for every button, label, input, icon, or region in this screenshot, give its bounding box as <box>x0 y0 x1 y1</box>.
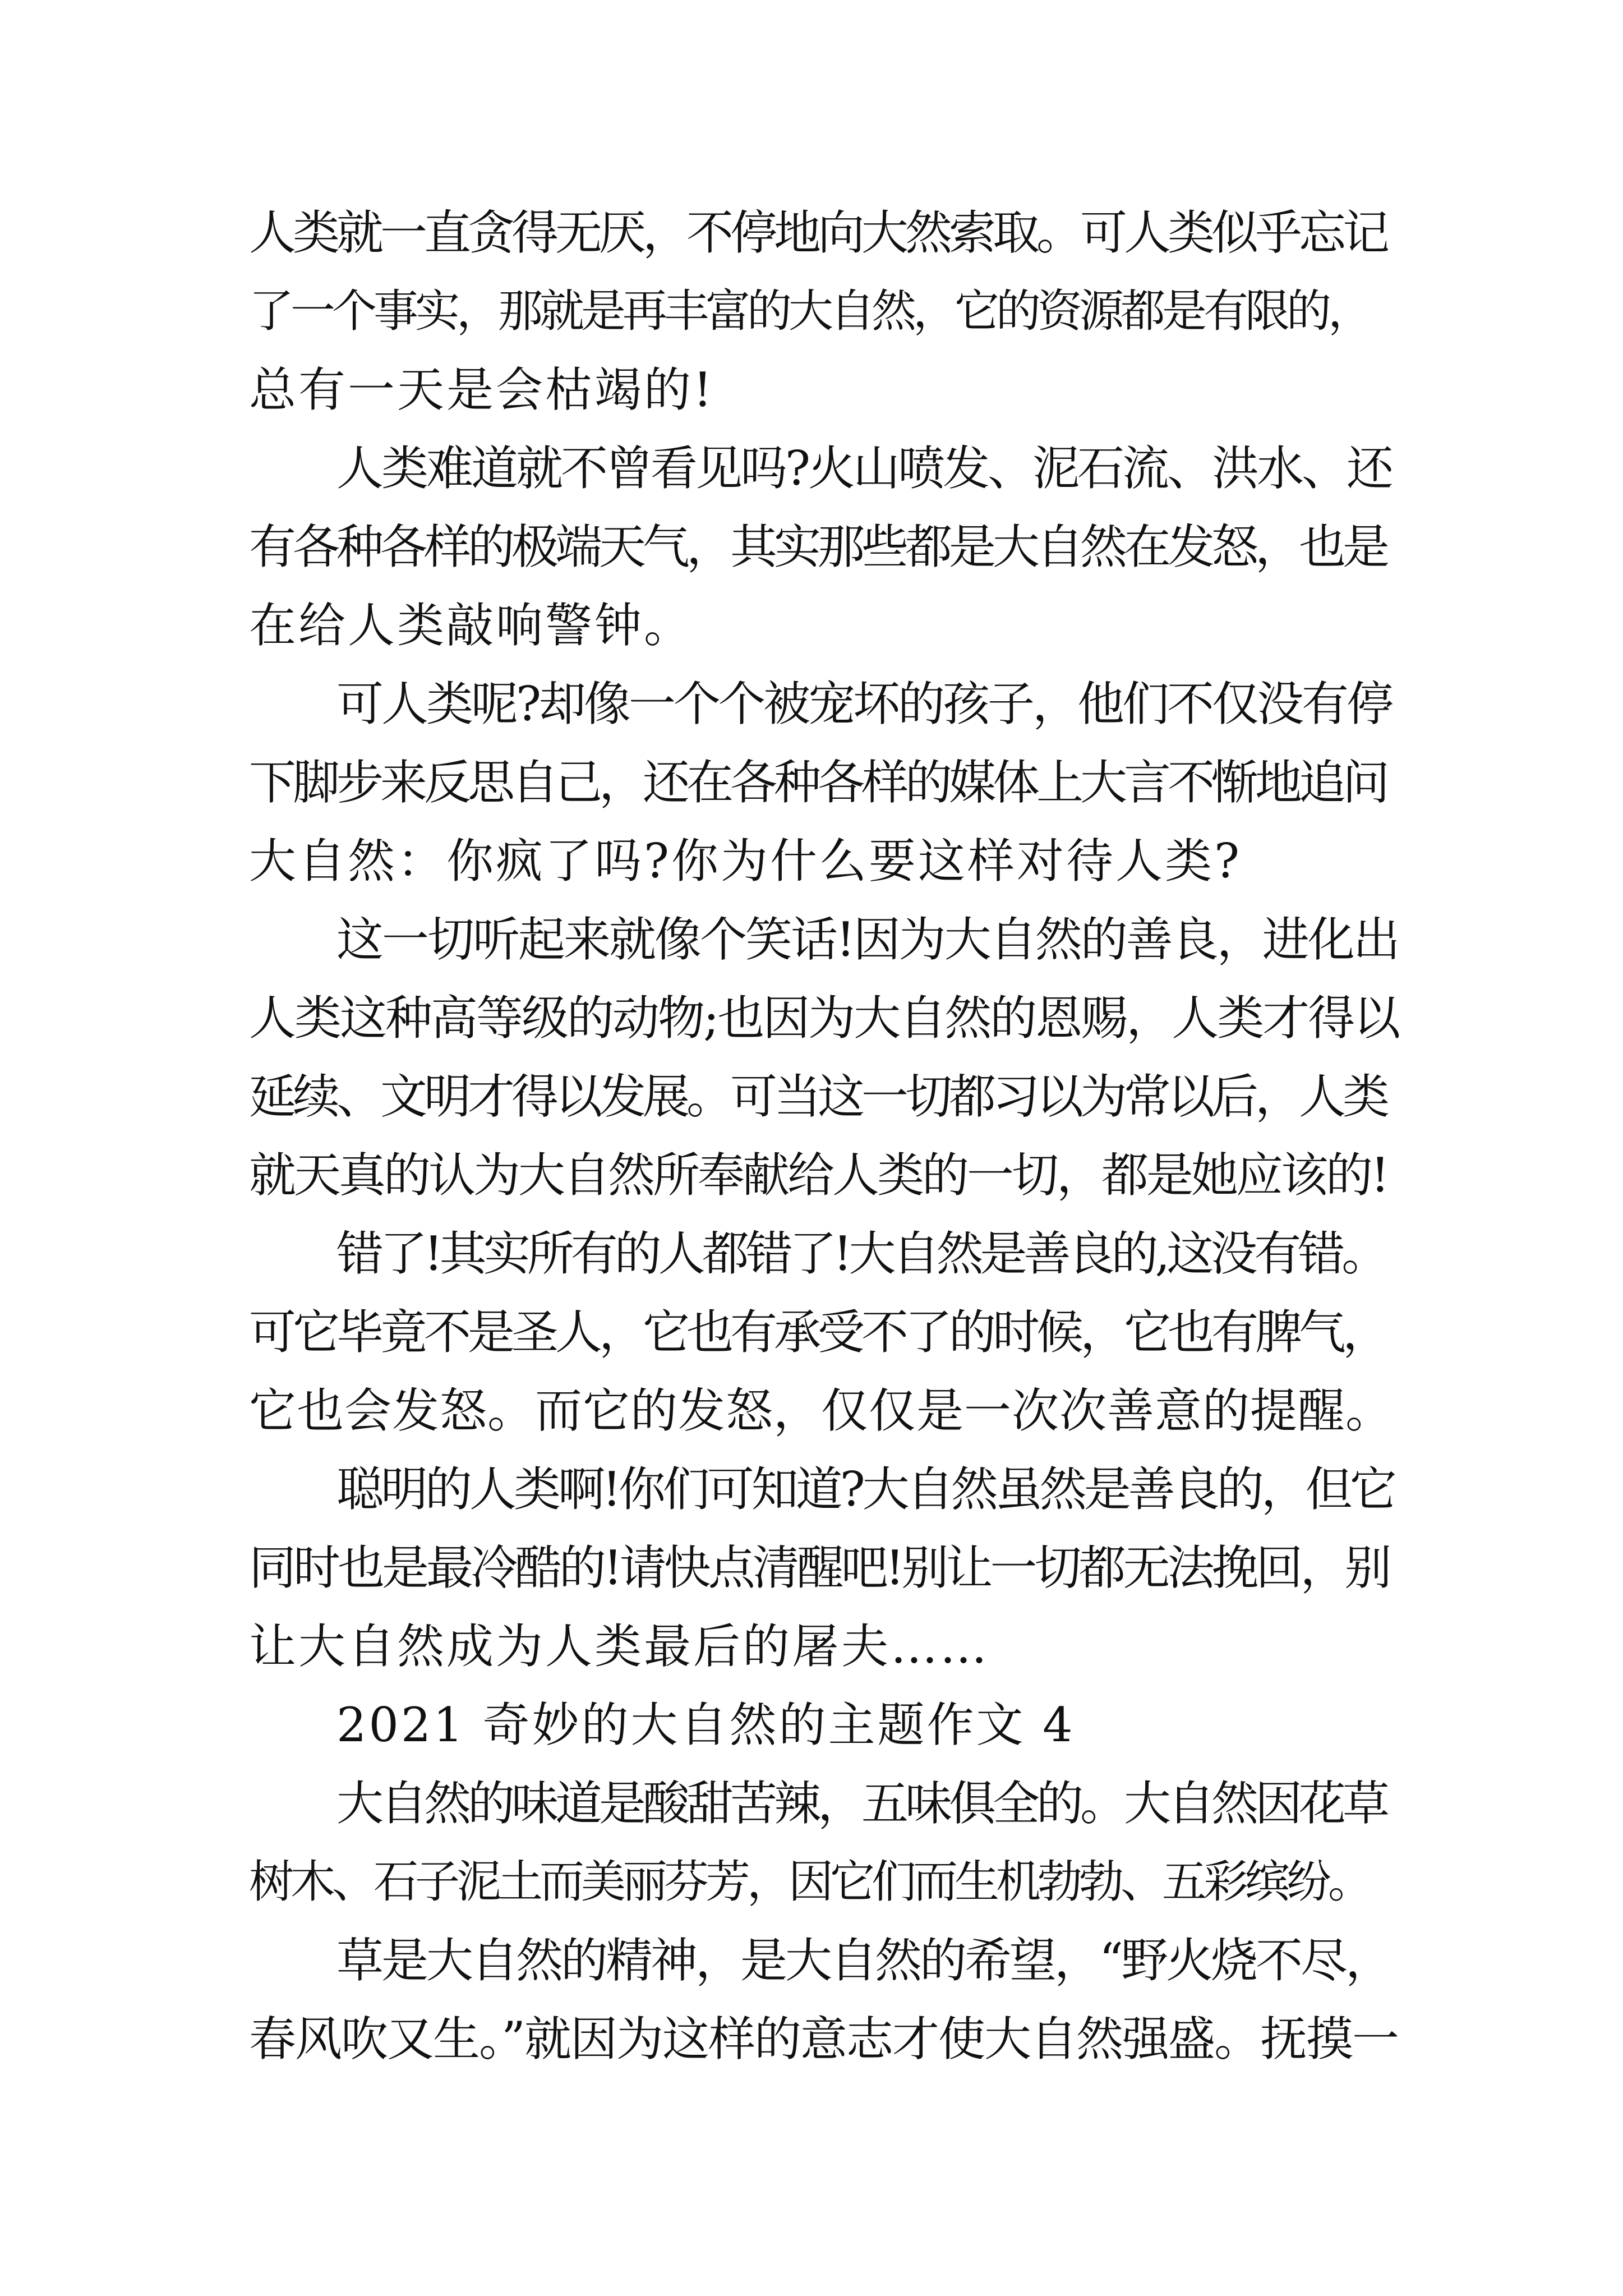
text-line: 树木、石子泥土而美丽芬芳，因它们而生机勃勃、五彩缤纷。 <box>249 1856 1370 1908</box>
text-line: 就天真的认为大自然所奉献给人类的一切，都是她应该的! <box>249 1148 1387 1203</box>
text-line: 春风吹又生。”就因为这样的意志才使大自然强盛。抚摸一 <box>249 2012 1398 2067</box>
text-line: 人类就一直贪得无厌，不停地向大然索取。可人类似乎忘记 <box>249 205 1387 260</box>
text-line: 下脚步来反思自己，还在各种各样的媒体上大言不惭地追问 <box>249 755 1387 810</box>
text-line: 同时也是最冷酷的!请快点清醒吧!别让一切都无法挽回，别 <box>249 1540 1389 1595</box>
text-line: 大自然：你疯了吗?你为什么要这样对待人类? <box>249 834 1242 889</box>
text-line: 让大自然成为人类最后的屠夫…… <box>249 1619 990 1674</box>
paragraph-first-line: 聪明的人类啊!你们可知道?大自然虽然是善良的，但它 <box>336 1462 1394 1517</box>
paragraph-first-line: 人类难道就不曾看见吗?火山喷发、泥石流、洪水、还 <box>336 441 1392 496</box>
section-heading: 2021 奇妙的大自然的主题作文 4 <box>336 1697 1075 1752</box>
paragraph-first-line: 大自然的味道是酸甜苦辣，五味俱全的。大自然因花草 <box>336 1776 1387 1831</box>
paragraph-first-line: 这一切听起来就像个笑话!因为大自然的善良，进化出 <box>336 912 1399 967</box>
text-line: 总有一天是会枯竭的! <box>249 362 714 417</box>
text-line: 可它毕竟不是圣人，它也有承受不了的时候，它也有脾气， <box>249 1305 1387 1360</box>
paragraph-first-line: 错了!其实所有的人都错了!大自然是善良的,这没有错。 <box>336 1226 1386 1281</box>
text-line: 在给人类敲响警钟。 <box>249 598 694 653</box>
text-line: 人类这种高等级的动物;也因为大自然的恩赐，人类才得以 <box>249 991 1399 1046</box>
paragraph-first-line: 草是大自然的精神，是大自然的希望，“野火烧不尽， <box>336 1933 1390 1988</box>
text-line: 它也会发怒。而它的发怒，仅仅是一次次善意的提醒。 <box>249 1383 1394 1438</box>
text-line: 了一个事实，那就是再丰富的大自然，它的资源都是有限的， <box>249 285 1370 337</box>
text-line: 有各种各样的极端天气，其实那些都是大自然在发怒，也是 <box>249 519 1387 574</box>
text-line: 延续、文明才得以发展。可当这一切都习以为常以后，人类 <box>249 1069 1387 1124</box>
paragraph-first-line: 可人类呢?却像一个个被宠坏的孩子，他们不仅没有停 <box>336 677 1392 731</box>
